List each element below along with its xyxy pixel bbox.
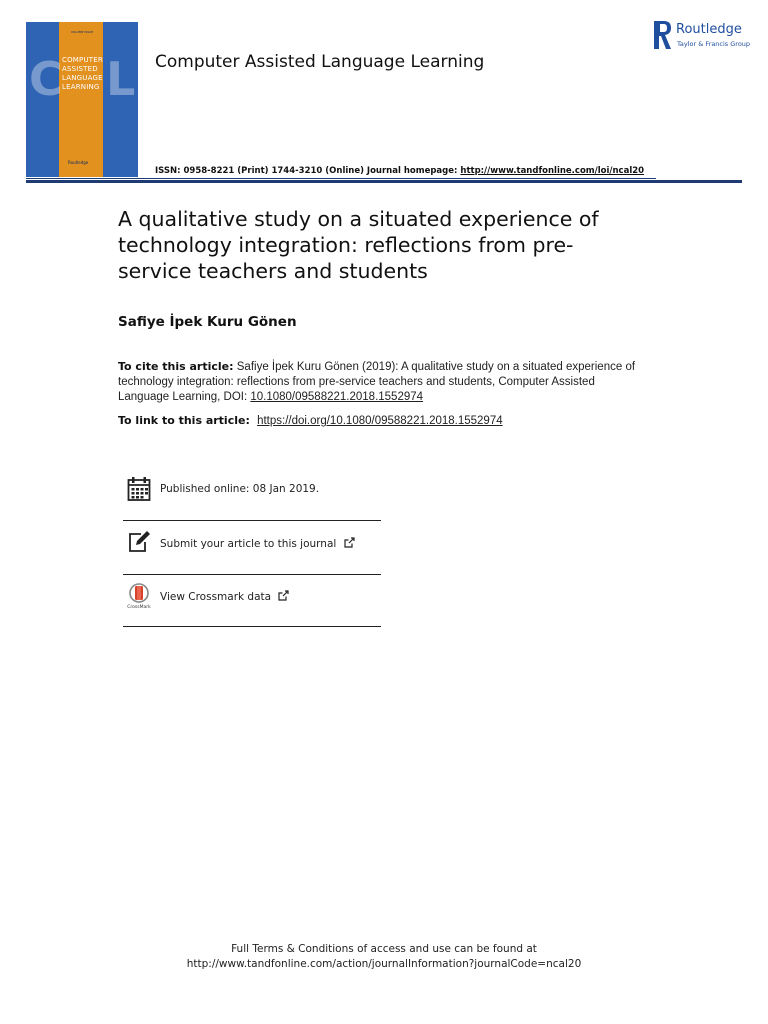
issn-text: ISSN: 0958-8221 (Print) 1744-3210 (Online) Journal homepage: <box>155 166 458 176</box>
calendar-icon <box>127 476 151 502</box>
article-title: A qualitative study on a situated experience of technology integration: reflections from pre-service teachers and students <box>118 207 599 283</box>
journal-cover-thumbnail <box>26 22 138 177</box>
link-label: To link to this article: <box>118 414 250 427</box>
cite-doi-link[interactable]: 10.1080/09588221.2018.1552974 <box>250 391 424 403</box>
cite-text: Safiye İpek Kuru Gönen (2019): A qualitative study on a situated experience of technology integration: reflections from pre-service teachers and students, Computer Assisted Language Learning, DOI: <box>118 361 636 403</box>
edit-icon <box>127 530 151 556</box>
crossmark-caption: CrossMark <box>127 605 151 609</box>
cover-title <box>62 56 104 92</box>
cover-title-line: COMPUTER <box>62 56 103 64</box>
crossmark-link[interactable] <box>160 590 289 604</box>
published-date: Published online: 08 Jan 2019. <box>160 483 320 495</box>
submit-article-row[interactable] <box>123 530 381 566</box>
cite-label: To cite this article: <box>118 360 234 373</box>
external-link-icon <box>278 590 289 604</box>
routledge-r-logo-icon <box>654 21 672 49</box>
footer-line-1: Full Terms & Conditions of access and use can be found at <box>231 943 537 955</box>
cover-title-line: LEARNING <box>62 83 100 91</box>
crossmark-text: View Crossmark data <box>160 591 272 603</box>
issn-line <box>155 166 644 176</box>
cover-band <box>59 22 103 177</box>
publisher-group: Taylor & Francis Group <box>677 40 751 48</box>
published-row <box>123 476 381 512</box>
header-rule <box>26 180 742 183</box>
cover-title-line: ASSISTED <box>62 65 98 73</box>
article-author: Safiye İpek Kuru Gönen <box>118 314 297 330</box>
crossmark-row[interactable] <box>123 583 381 619</box>
submit-article-link[interactable] <box>160 537 355 551</box>
citation-block <box>118 359 648 405</box>
routledge-logo <box>654 21 754 51</box>
row-divider <box>123 574 381 575</box>
footer-terms <box>0 942 768 972</box>
footer-terms-link[interactable]: http://www.tandfonline.com/action/journalInformation?journalCode=ncal20 <box>186 958 582 970</box>
cover-big-letter-right: L <box>106 52 136 106</box>
cover-title-line: LANGUAGE <box>62 74 103 82</box>
header-rule-thin <box>26 178 656 179</box>
link-line <box>118 414 503 427</box>
journal-homepage-link[interactable]: http://www.tandfonline.com/loi/ncal20 <box>460 166 645 176</box>
cover-publisher: Routledge <box>68 160 89 165</box>
crossmark-icon <box>127 583 151 609</box>
cover-big-letter-left: C <box>29 52 63 106</box>
doi-link[interactable]: https://doi.org/10.1080/09588221.2018.1552974 <box>257 415 503 427</box>
publisher-name: Routledge <box>676 22 742 37</box>
journal-name: Computer Assisted Language Learning <box>155 52 485 72</box>
row-divider <box>123 626 381 627</box>
row-divider <box>123 520 381 521</box>
submit-article-text: Submit your article to this journal <box>160 538 337 550</box>
external-link-icon <box>344 537 355 551</box>
cover-volume-text: VOLUME ISSUE <box>70 30 94 34</box>
